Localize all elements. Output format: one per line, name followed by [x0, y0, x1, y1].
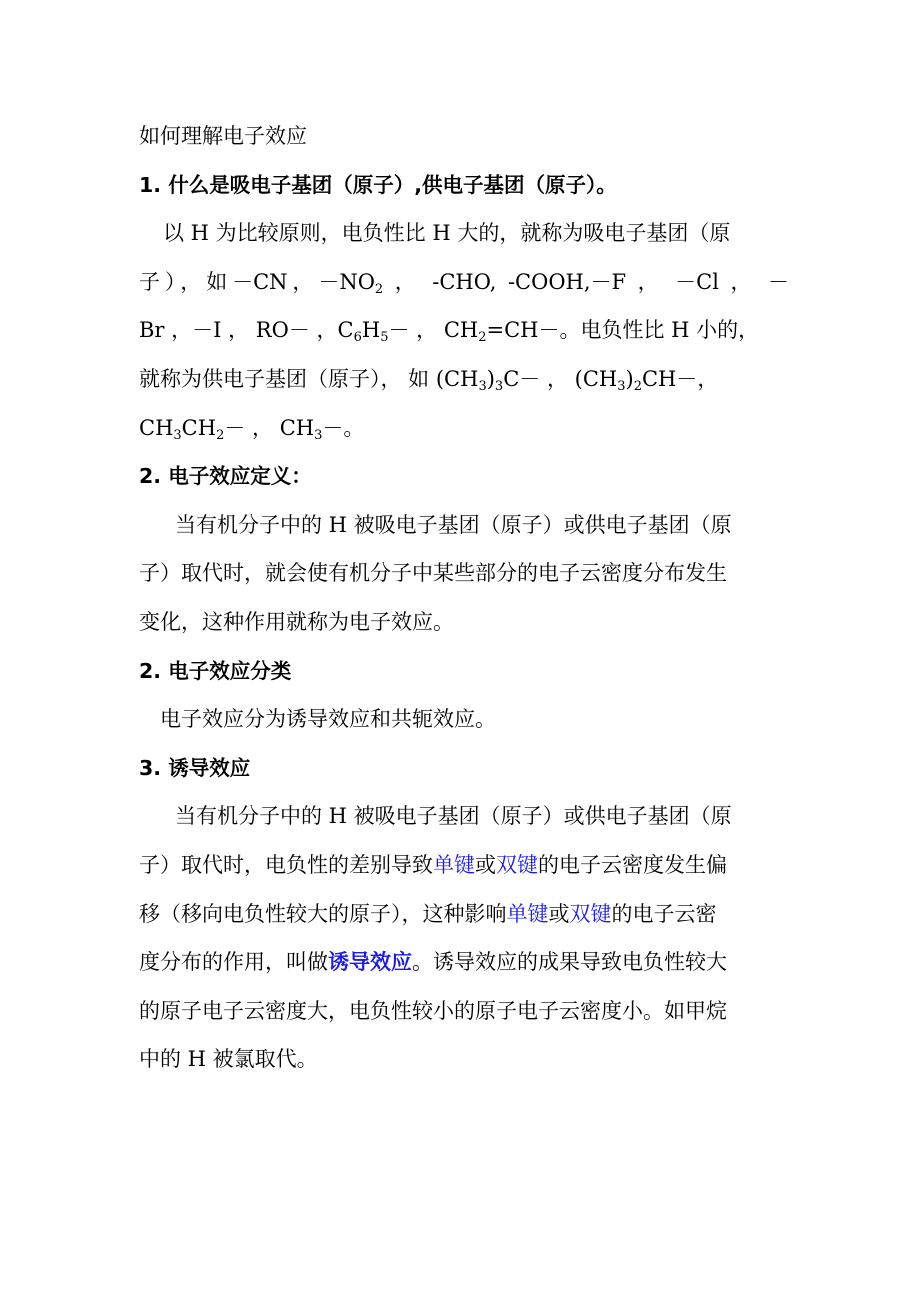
text-run: CH－， — [641, 366, 719, 391]
text-run: － ， CH — [388, 318, 479, 343]
text-run: 度分布的作用，叫做 — [139, 950, 328, 975]
subscript: 2 — [374, 281, 384, 297]
subscript: 5 — [380, 330, 389, 346]
text-run: C－ ， (CH — [503, 366, 618, 391]
document-title: 如何理解电子效应 — [139, 124, 307, 148]
section-1-line-2 — [139, 258, 789, 307]
subscript: 2 — [216, 427, 225, 443]
section-2-line-1: 当有机分子中的 H 被吸电子基团（原子）或供电子基团（原 — [175, 512, 732, 537]
section-2-line-2: 子）取代时，就会使有机分子中某些部分的电子云密度分布发生 — [139, 561, 727, 586]
text-run: －。 — [322, 415, 365, 440]
link-single-bond[interactable]: 单键 — [506, 901, 549, 926]
link-inductive-effect[interactable]: 诱导效应 — [328, 949, 412, 975]
text-run: 或 — [475, 852, 496, 877]
text-run: － ， CH — [224, 415, 315, 440]
subscript: 3 — [494, 378, 504, 394]
subscript: 3 — [173, 427, 182, 443]
section-1-line-3 — [139, 306, 789, 355]
section-4-line-1: 当有机分子中的 H 被吸电子基团（原子）或供电子基团（原 — [175, 804, 732, 829]
section-1-line-4 — [139, 355, 789, 404]
subscript: 3 — [314, 427, 323, 443]
text-run: 。诱导效应的成果导致电负性较大 — [412, 950, 727, 975]
text-run: 子）取代时，电负性的差别导致 — [139, 852, 433, 877]
section-4-line-2 — [139, 841, 789, 890]
subscript: 3 — [478, 378, 487, 394]
subscript: 6 — [353, 330, 362, 346]
section-1-line-1: 以 H 为比较原则，电负性比 H 大的，就称为吸电子基团（原 — [163, 221, 731, 246]
text-run: H — [361, 318, 381, 343]
text-run: ) — [625, 366, 634, 391]
text-run: Br ，－I ， RO－ ，C — [139, 318, 354, 343]
section-1-line-5 — [139, 404, 789, 453]
text-run: 的电子云密 — [611, 901, 717, 926]
link-single-bond[interactable]: 单键 — [433, 852, 475, 877]
subscript: 2 — [633, 378, 642, 394]
document-page — [139, 112, 789, 1084]
text-run: 就称为供电子基团（原子）， 如 (CH — [139, 366, 479, 391]
text-run: 的电子云密度发生偏 — [538, 852, 727, 877]
section-3-heading: 2. 电子效应分类 — [139, 658, 292, 683]
text-run: =CH－。电负性比 H 小的， — [486, 318, 760, 343]
section-4-line-4 — [139, 938, 789, 987]
section-3-line-1: 电子效应分为诱导效应和共轭效应。 — [160, 707, 496, 732]
section-2-line-3: 变化，这种作用就称为电子效应。 — [139, 609, 454, 634]
section-1-heading: 1. 什么是吸电子基团（原子）,供电子基团（原子）。 — [139, 172, 617, 197]
text-run: CH — [139, 415, 174, 440]
link-double-bond[interactable]: 双键 — [496, 852, 538, 877]
subscript: 2 — [478, 330, 487, 346]
link-double-bond[interactable]: 双键 — [569, 901, 612, 926]
section-4-line-6: 中的 H 被氯取代。 — [139, 1047, 318, 1072]
subscript: 3 — [617, 378, 626, 394]
section-4-line-3 — [139, 890, 789, 939]
text-run: CH — [181, 415, 217, 440]
text-run: 子），如－CN，－NO — [139, 269, 375, 294]
text-run: ， -CHO, -COOH,－F ， －Cl ， － — [383, 269, 789, 294]
text-run: 或 — [548, 901, 570, 926]
section-2-heading: 2. 电子效应定义： — [139, 464, 312, 489]
text-run: ) — [486, 366, 495, 391]
text-run: 移（移向电负性较大的原子），这种影响 — [139, 901, 507, 926]
section-4-line-5: 的原子电子云密度大，电负性较小的原子电子云密度小。如甲烷 — [139, 998, 727, 1023]
section-4-heading: 3. 诱导效应 — [139, 755, 251, 780]
